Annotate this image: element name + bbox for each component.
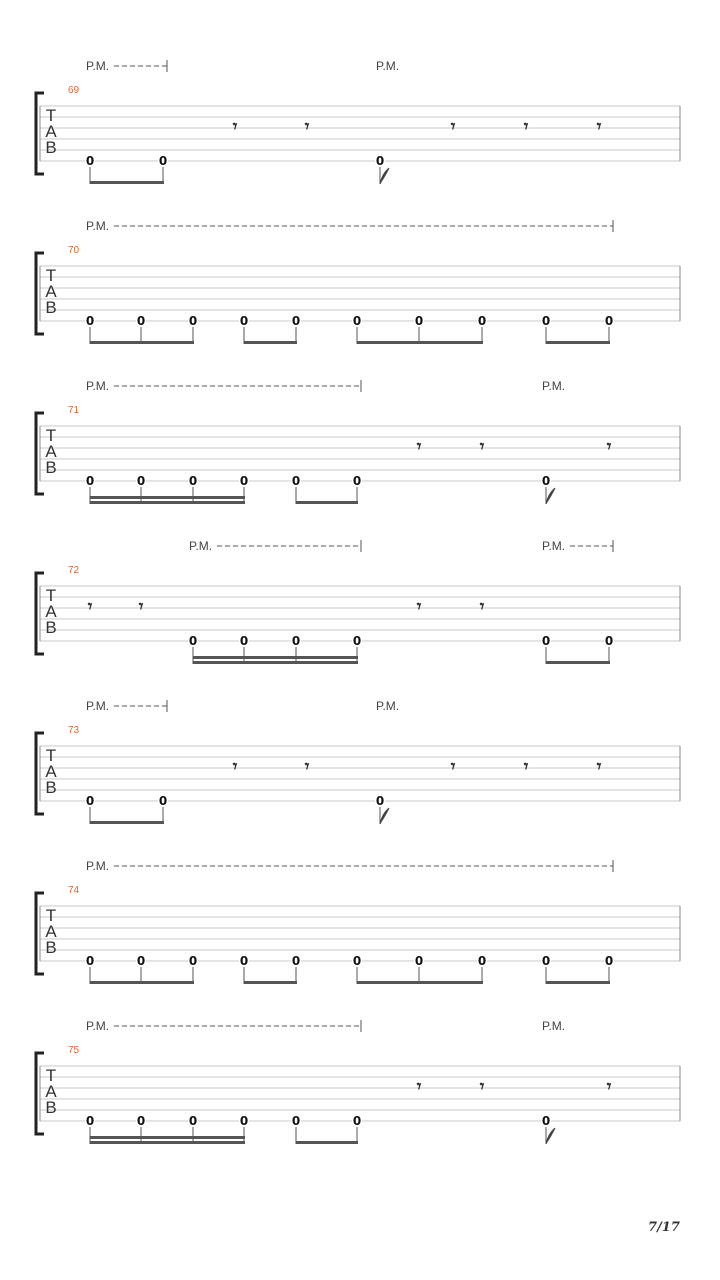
palm-mute-label: P.M. xyxy=(542,379,566,393)
eighth-flag xyxy=(380,168,389,184)
tab-letter-a: A xyxy=(45,282,57,301)
sixteenth-beam xyxy=(193,656,358,659)
bar-number: 69 xyxy=(68,85,80,96)
tab-letter-a: A xyxy=(45,442,57,461)
fret-number: 0 xyxy=(239,1114,249,1128)
palm-mute-label: P.M. xyxy=(189,539,213,553)
fret-number: 0 xyxy=(291,1114,301,1128)
eighth-beam xyxy=(357,341,483,344)
system-73 xyxy=(36,699,680,824)
palm-mute-label: P.M. xyxy=(86,379,110,393)
tab-letter-t: T xyxy=(45,106,57,125)
tab-letter-b: B xyxy=(45,938,57,957)
bar-number: 75 xyxy=(68,1045,80,1056)
systems-layer xyxy=(36,59,680,1144)
eighth-beam xyxy=(90,181,164,184)
eighth-flag xyxy=(380,808,389,824)
fret-number: 0 xyxy=(136,954,146,968)
eighth-rest: 𝄾 xyxy=(596,117,602,137)
tab-letter-a: A xyxy=(45,762,57,781)
tab-letter-b: B xyxy=(45,138,57,157)
eighth-rest: 𝄾 xyxy=(416,437,422,457)
eighth-flag xyxy=(546,1128,555,1144)
fret-number: 0 xyxy=(136,1114,146,1128)
eighth-rest: 𝄾 xyxy=(523,117,529,137)
eighth-rest: 𝄾 xyxy=(304,757,310,777)
fret-number: 0 xyxy=(136,474,146,488)
fret-number: 0 xyxy=(188,634,198,648)
tab-letter-a: A xyxy=(45,122,57,141)
fret-number: 0 xyxy=(541,1114,551,1128)
fret-number: 0 xyxy=(188,474,198,488)
tab-letter-t: T xyxy=(45,1066,57,1085)
eighth-rest: 𝄾 xyxy=(606,437,612,457)
tab-letter-b: B xyxy=(45,458,57,477)
fret-number: 0 xyxy=(158,794,168,808)
fret-number: 0 xyxy=(239,474,249,488)
palm-mute-label: P.M. xyxy=(542,1019,566,1033)
bar-number: 71 xyxy=(68,405,80,416)
fret-number: 0 xyxy=(352,314,362,328)
fret-number: 0 xyxy=(291,634,301,648)
bar-number: 72 xyxy=(68,565,80,576)
fret-number: 0 xyxy=(604,954,614,968)
fret-number: 0 xyxy=(604,634,614,648)
tab-letter-b: B xyxy=(45,778,57,797)
eighth-rest: 𝄾 xyxy=(606,1077,612,1097)
sixteenth-beam xyxy=(90,496,245,499)
eighth-rest: 𝄾 xyxy=(232,117,238,137)
system-70 xyxy=(36,219,680,344)
fret-number: 0 xyxy=(188,954,198,968)
eighth-rest: 𝄾 xyxy=(416,1077,422,1097)
fret-number: 0 xyxy=(477,954,487,968)
eighth-rest: 𝄾 xyxy=(450,117,456,137)
fret-number: 0 xyxy=(291,474,301,488)
fret-number: 0 xyxy=(291,954,301,968)
fret-number: 0 xyxy=(239,634,249,648)
eighth-beam xyxy=(90,341,194,344)
eighth-beam xyxy=(546,661,610,664)
fret-number: 0 xyxy=(239,954,249,968)
palm-mute-label: P.M. xyxy=(542,539,566,553)
fret-number: 0 xyxy=(85,794,95,808)
fret-number: 0 xyxy=(541,474,551,488)
fret-number: 0 xyxy=(604,314,614,328)
eighth-beam xyxy=(90,821,164,824)
fret-number: 0 xyxy=(352,954,362,968)
eighth-rest: 𝄾 xyxy=(87,597,93,617)
page-number: 7/17 xyxy=(648,1220,680,1235)
eighth-rest: 𝄾 xyxy=(523,757,529,777)
palm-mute-label: P.M. xyxy=(86,859,110,873)
eighth-rest: 𝄾 xyxy=(416,597,422,617)
system-74 xyxy=(36,859,680,984)
eighth-beam xyxy=(90,981,194,984)
bar-number: 73 xyxy=(68,725,80,736)
palm-mute-label: P.M. xyxy=(86,59,110,73)
tab-letter-a: A xyxy=(45,922,57,941)
sixteenth-beam xyxy=(90,1136,245,1139)
fret-number: 0 xyxy=(85,154,95,168)
system-71 xyxy=(36,379,680,504)
tab-letter-t: T xyxy=(45,426,57,445)
eighth-rest: 𝄾 xyxy=(232,757,238,777)
tab-letter-b: B xyxy=(45,298,57,317)
fret-number: 0 xyxy=(85,1114,95,1128)
fret-number: 0 xyxy=(239,314,249,328)
tab-letter-a: A xyxy=(45,602,57,621)
fret-number: 0 xyxy=(188,1114,198,1128)
system-69 xyxy=(36,59,680,184)
tab-letter-t: T xyxy=(45,906,57,925)
tab-letter-a: A xyxy=(45,1082,57,1101)
fret-number: 0 xyxy=(541,634,551,648)
fret-number: 0 xyxy=(352,1114,362,1128)
fret-number: 0 xyxy=(136,314,146,328)
fret-number: 0 xyxy=(85,314,95,328)
bar-number: 74 xyxy=(68,885,80,896)
palm-mute-label: P.M. xyxy=(376,59,400,73)
system-72 xyxy=(36,539,680,664)
palm-mute-label: P.M. xyxy=(86,1019,110,1033)
sixteenth-beam xyxy=(90,501,245,504)
eighth-rest: 𝄾 xyxy=(479,1077,485,1097)
eighth-rest: 𝄾 xyxy=(479,437,485,457)
tab-letter-b: B xyxy=(45,1098,57,1117)
fret-number: 0 xyxy=(541,954,551,968)
palm-mute-label: P.M. xyxy=(86,219,110,233)
eighth-beam xyxy=(244,981,297,984)
eighth-rest: 𝄾 xyxy=(138,597,144,617)
fret-number: 0 xyxy=(352,474,362,488)
tab-letter-t: T xyxy=(45,586,57,605)
system-75 xyxy=(36,1019,680,1144)
fret-number: 0 xyxy=(375,154,385,168)
fret-number: 0 xyxy=(414,314,424,328)
fret-number: 0 xyxy=(188,314,198,328)
fret-number: 0 xyxy=(541,314,551,328)
eighth-rest: 𝄾 xyxy=(450,757,456,777)
bar-number: 70 xyxy=(68,245,80,256)
eighth-beam xyxy=(357,981,483,984)
fret-number: 0 xyxy=(477,314,487,328)
fret-number: 0 xyxy=(85,954,95,968)
sixteenth-beam xyxy=(193,661,358,664)
palm-mute-label: P.M. xyxy=(376,699,400,713)
eighth-beam xyxy=(546,341,610,344)
fret-number: 0 xyxy=(414,954,424,968)
eighth-beam xyxy=(296,501,358,504)
eighth-beam xyxy=(244,341,297,344)
tab-letter-t: T xyxy=(45,746,57,765)
eighth-rest: 𝄾 xyxy=(596,757,602,777)
eighth-rest: 𝄾 xyxy=(304,117,310,137)
eighth-rest: 𝄾 xyxy=(479,597,485,617)
fret-number: 0 xyxy=(375,794,385,808)
tab-letter-b: B xyxy=(45,618,57,637)
palm-mute-label: P.M. xyxy=(86,699,110,713)
sixteenth-beam xyxy=(90,1141,245,1144)
fret-number: 0 xyxy=(158,154,168,168)
eighth-flag xyxy=(546,488,555,504)
eighth-beam xyxy=(296,1141,358,1144)
fret-number: 0 xyxy=(85,474,95,488)
fret-number: 0 xyxy=(352,634,362,648)
tab-letter-t: T xyxy=(45,266,57,285)
fret-number: 0 xyxy=(291,314,301,328)
eighth-beam xyxy=(546,981,610,984)
